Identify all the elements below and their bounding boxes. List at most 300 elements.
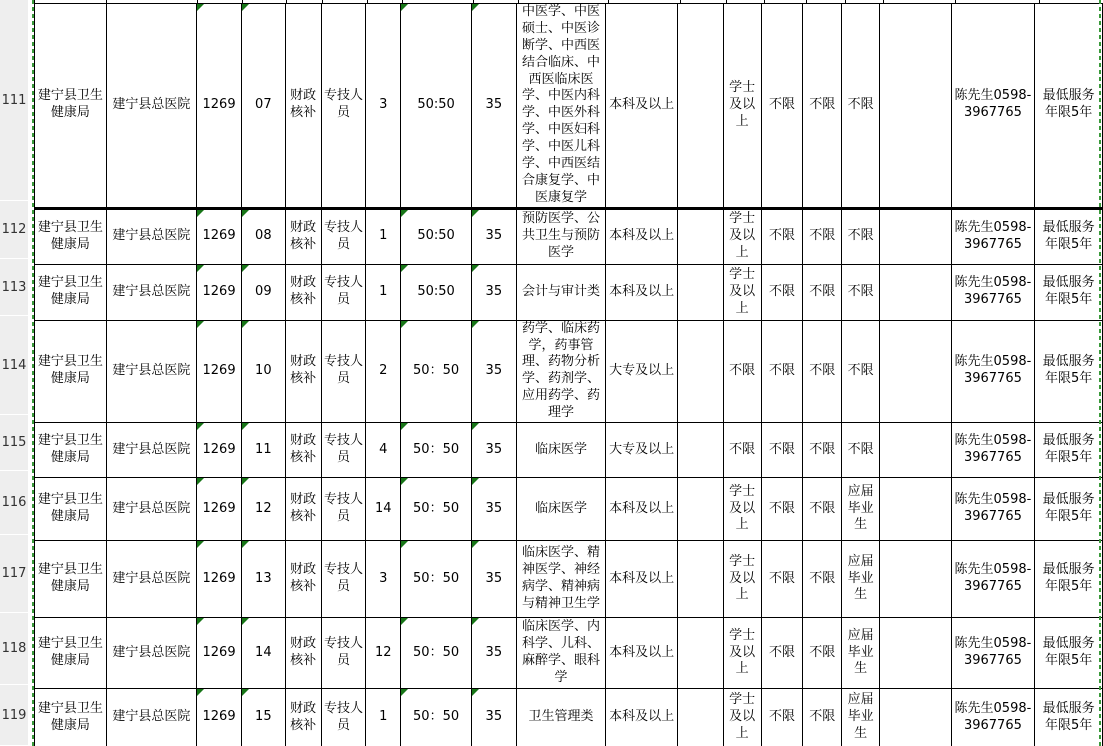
cell-bureau[interactable]: [35, 264, 107, 320]
cell-text: 2: [379, 362, 388, 378]
cell-text: 临床医学: [535, 500, 588, 516]
cell-limit1[interactable]: [761, 4, 803, 209]
cell-limit3[interactable]: [842, 689, 880, 746]
cell-text: 应届毕业生: [847, 483, 874, 533]
row-header-label: 114: [1, 357, 27, 373]
cell-contact[interactable]: [951, 264, 1035, 320]
row-header-116[interactable]: [0, 471, 28, 535]
error-indicator-triangle: [472, 321, 479, 328]
cell-limit2[interactable]: [803, 689, 842, 746]
cell-blank2[interactable]: [880, 689, 952, 746]
cell-text: 11: [255, 441, 272, 457]
cell-limit1[interactable]: [761, 689, 803, 746]
cell-majors[interactable]: [516, 208, 606, 264]
cell-limit2[interactable]: [803, 423, 842, 478]
cell-pos_code[interactable]: [241, 689, 285, 746]
cell-unit_code[interactable]: [197, 208, 242, 264]
cell-text: 财政核补: [290, 700, 317, 733]
error-indicator-triangle: [242, 541, 249, 548]
cell-pos_code[interactable]: [241, 541, 285, 618]
cell-type[interactable]: [321, 4, 366, 209]
row-header-117[interactable]: [0, 535, 28, 613]
cell-text: 不限: [809, 283, 836, 299]
cell-limit1[interactable]: [761, 264, 803, 320]
cell-blank1[interactable]: [677, 618, 723, 689]
cell-unit[interactable]: [106, 208, 197, 264]
cell-blank1[interactable]: [677, 208, 723, 264]
cell-pos_code[interactable]: [241, 208, 285, 264]
cell-text: 1269: [202, 644, 236, 660]
cell-service[interactable]: [1035, 208, 1103, 264]
cell-contact[interactable]: [951, 320, 1035, 422]
cell-text: 1: [379, 709, 388, 725]
cell-text: 35: [485, 570, 503, 586]
cell-education[interactable]: [606, 423, 678, 478]
error-indicator-triangle: [197, 210, 204, 217]
cell-ratio[interactable]: [401, 618, 472, 689]
cell-text: 最低服务年限5年: [1042, 562, 1095, 595]
cell-funding[interactable]: [285, 208, 321, 264]
cell-ratio[interactable]: [401, 689, 472, 746]
cell-limit3[interactable]: [842, 320, 880, 422]
cell-text: 不限: [809, 644, 836, 660]
cell-degree[interactable]: [723, 541, 761, 618]
cell-limit1[interactable]: [761, 208, 803, 264]
cell-text: 应届毕业生: [847, 553, 874, 603]
cell-majors[interactable]: [516, 423, 606, 478]
cell-text: 35: [485, 96, 503, 112]
cell-text: 最低服务年限5年: [1042, 354, 1095, 387]
cell-text: 12: [375, 644, 392, 660]
cell-type[interactable]: [321, 423, 366, 478]
cell-text: 专技人员: [323, 492, 363, 525]
cell-contact[interactable]: [951, 478, 1035, 541]
cell-type[interactable]: [321, 320, 366, 422]
cell-ratio[interactable]: [401, 4, 472, 209]
cell-unit[interactable]: [106, 423, 197, 478]
cell-text: 专技人员: [323, 88, 363, 121]
cell-text: 专技人员: [323, 275, 363, 308]
cell-text: 专技人员: [323, 700, 363, 733]
cell-limit1[interactable]: [761, 541, 803, 618]
cell-text: 1269: [202, 362, 236, 378]
cell-bureau[interactable]: [35, 320, 107, 422]
error-indicator-triangle: [242, 321, 249, 328]
row-header-114[interactable]: [0, 316, 28, 415]
cell-text: 应届毕业生: [847, 627, 874, 677]
error-indicator-triangle: [197, 4, 204, 11]
cell-age[interactable]: [471, 618, 516, 689]
cell-limit2[interactable]: [803, 541, 842, 618]
cell-text: 不限: [809, 570, 836, 586]
cell-contact[interactable]: [951, 4, 1035, 209]
cell-blank2[interactable]: [880, 423, 952, 478]
cell-education[interactable]: [606, 689, 678, 746]
cell-ratio[interactable]: [401, 320, 472, 422]
cell-blank2[interactable]: [880, 4, 952, 209]
cell-majors[interactable]: [516, 478, 606, 541]
cell-unit_code[interactable]: [197, 264, 242, 320]
cell-text: 本科及以上: [609, 283, 675, 299]
cell-pos_code[interactable]: [241, 423, 285, 478]
error-indicator-triangle: [472, 541, 479, 548]
cell-type[interactable]: [321, 541, 366, 618]
cell-type[interactable]: [321, 264, 366, 320]
cell-pos_code[interactable]: [241, 320, 285, 422]
cell-text: 15: [255, 709, 272, 725]
cell-text: 50：50: [413, 570, 460, 586]
cell-text: 建宁县总医院: [112, 96, 191, 112]
cell-text: 不限: [729, 441, 756, 457]
cell-text: 1269: [202, 570, 236, 586]
cell-text: 1269: [202, 500, 236, 516]
cell-limit2[interactable]: [803, 208, 842, 264]
cell-blank2[interactable]: [880, 618, 952, 689]
cell-service[interactable]: [1035, 423, 1103, 478]
row-header-118[interactable]: [0, 613, 28, 685]
error-indicator-triangle: [401, 478, 408, 485]
cell-unit[interactable]: [106, 4, 197, 209]
cell-text: 学士及以上: [729, 553, 756, 603]
row-header-label: 118: [1, 641, 27, 656]
cell-text: 陈先生0598-3967765: [954, 354, 1032, 387]
cell-limit3[interactable]: [842, 541, 880, 618]
cell-text: 3: [379, 570, 388, 586]
cell-text: 不限: [768, 96, 795, 112]
cell-age[interactable]: [471, 423, 516, 478]
cell-text: 学士及以上: [729, 692, 756, 741]
cell-unit_code[interactable]: [197, 689, 242, 746]
cell-funding[interactable]: [285, 423, 321, 478]
cell-funding[interactable]: [285, 541, 321, 618]
cell-text: 不限: [768, 362, 795, 378]
cell-text: 10: [255, 362, 272, 378]
cell-funding[interactable]: [285, 264, 321, 320]
cell-limit1[interactable]: [761, 478, 803, 541]
cell-education[interactable]: [606, 320, 678, 422]
cell-bureau[interactable]: [35, 689, 107, 746]
cell-age[interactable]: [471, 320, 516, 422]
cell-ratio[interactable]: [401, 264, 472, 320]
cell-text: 本科及以上: [609, 96, 675, 112]
cell-text: 建宁县卫生健康局: [37, 492, 103, 525]
cell-text: 最低服务年限5年: [1042, 88, 1095, 121]
cell-text: 财政核补: [290, 88, 317, 121]
cell-blank2[interactable]: [880, 208, 952, 264]
cell-service[interactable]: [1035, 4, 1103, 209]
cell-text: 专技人员: [323, 636, 363, 669]
cell-text: 应届毕业生: [847, 692, 874, 741]
cell-limit2[interactable]: [803, 264, 842, 320]
cell-bureau[interactable]: [35, 423, 107, 478]
cell-text: 学士及以上: [729, 266, 756, 316]
row-header-115[interactable]: [0, 415, 28, 471]
row-header-label: 111: [1, 92, 27, 108]
row-header-113[interactable]: [0, 259, 28, 316]
cell-education[interactable]: [606, 208, 678, 264]
cell-text: 专技人员: [323, 433, 363, 466]
cell-count[interactable]: [366, 320, 401, 422]
cell-text: 1269: [202, 283, 236, 299]
error-indicator-triangle: [401, 210, 408, 217]
cell-pos_code[interactable]: [241, 618, 285, 689]
cell-text: 建宁县卫生健康局: [37, 433, 103, 466]
cell-service[interactable]: [1035, 320, 1103, 422]
cell-text: 专技人员: [323, 354, 363, 387]
cell-pos_code[interactable]: [241, 4, 285, 209]
cell-text: 临床医学、精神医学、神经病学、精神病与精神卫生学: [522, 545, 601, 611]
cell-bureau[interactable]: [35, 478, 107, 541]
cell-text: 本科及以上: [609, 709, 675, 725]
cell-education[interactable]: [606, 618, 678, 689]
cell-contact[interactable]: [951, 423, 1035, 478]
cell-type[interactable]: [321, 478, 366, 541]
row-header-112[interactable]: [0, 201, 28, 259]
cell-text: 35: [485, 709, 503, 725]
cell-degree[interactable]: [723, 423, 761, 478]
cell-education[interactable]: [606, 478, 678, 541]
cell-text: 35: [485, 644, 503, 660]
error-indicator-triangle: [472, 423, 479, 430]
cell-text: 陈先生0598-3967765: [954, 492, 1032, 525]
cell-text: 50：50: [413, 362, 460, 378]
cell-text: 最低服务年限5年: [1042, 700, 1095, 733]
table-row: [35, 320, 1103, 422]
cell-text: 建宁县卫生健康局: [37, 636, 103, 669]
cell-contact[interactable]: [951, 618, 1035, 689]
cell-text: 不限: [768, 500, 795, 516]
cell-contact[interactable]: [951, 541, 1035, 618]
cell-age[interactable]: [471, 541, 516, 618]
cell-count[interactable]: [366, 208, 401, 264]
cell-count[interactable]: [366, 4, 401, 209]
cell-text: 12: [255, 500, 272, 516]
cell-bureau[interactable]: [35, 618, 107, 689]
cell-text: 药学、临床药学，药事管理、药物分析学、药剂学、应用药学、药理学: [522, 320, 601, 421]
cell-count[interactable]: [366, 264, 401, 320]
cell-type[interactable]: [321, 689, 366, 746]
cell-limit3[interactable]: [842, 4, 880, 209]
cell-text: 1269: [202, 228, 236, 244]
cell-text: 会计与审计类: [522, 283, 601, 299]
cell-blank2[interactable]: [880, 541, 952, 618]
cell-text: 50:50: [417, 96, 455, 112]
cell-service[interactable]: [1035, 618, 1103, 689]
cell-unit_code[interactable]: [197, 423, 242, 478]
table-row: [35, 208, 1103, 264]
cell-text: 陈先生0598-3967765: [954, 433, 1032, 466]
cell-degree[interactable]: [723, 689, 761, 746]
cell-limit3[interactable]: [842, 264, 880, 320]
cell-funding[interactable]: [285, 478, 321, 541]
row-header-111[interactable]: [0, 0, 28, 201]
error-indicator-triangle: [401, 423, 408, 430]
cell-text: 大专及以上: [609, 362, 675, 378]
cell-text: 35: [485, 500, 503, 516]
cell-text: 建宁县总医院: [112, 441, 191, 457]
cell-degree[interactable]: [723, 320, 761, 422]
cell-text: 学士及以上: [729, 80, 756, 129]
cell-age[interactable]: [471, 208, 516, 264]
error-indicator-triangle: [197, 478, 204, 485]
cell-count[interactable]: [366, 541, 401, 618]
error-indicator-triangle: [242, 265, 249, 272]
cell-bureau[interactable]: [35, 541, 107, 618]
cell-text: 不限: [847, 441, 874, 457]
cell-text: 3: [379, 96, 388, 112]
cell-majors[interactable]: [516, 320, 606, 422]
error-indicator-triangle: [197, 618, 204, 625]
cell-text: 不限: [809, 500, 836, 516]
cell-service[interactable]: [1035, 689, 1103, 746]
cell-unit[interactable]: [106, 478, 197, 541]
cell-age[interactable]: [471, 4, 516, 209]
cell-majors[interactable]: [516, 4, 606, 209]
cell-count[interactable]: [366, 423, 401, 478]
cell-blank2[interactable]: [880, 264, 952, 320]
cell-unit[interactable]: [106, 689, 197, 746]
cell-text: 14: [375, 500, 392, 516]
cell-degree[interactable]: [723, 478, 761, 541]
cell-blank1[interactable]: [677, 264, 723, 320]
cell-text: 不限: [768, 441, 795, 457]
cell-limit1[interactable]: [761, 618, 803, 689]
cell-unit[interactable]: [106, 320, 197, 422]
cell-age[interactable]: [471, 478, 516, 541]
cell-education[interactable]: [606, 4, 678, 209]
cell-majors[interactable]: [516, 541, 606, 618]
cell-unit[interactable]: [106, 618, 197, 689]
cell-age[interactable]: [471, 264, 516, 320]
cell-limit1[interactable]: [761, 423, 803, 478]
cell-limit3[interactable]: [842, 423, 880, 478]
row-header-119[interactable]: [0, 685, 28, 746]
cell-blank1[interactable]: [677, 478, 723, 541]
cell-majors[interactable]: [516, 264, 606, 320]
cell-count[interactable]: [366, 689, 401, 746]
table-row: [35, 689, 1103, 746]
cell-text: 不限: [809, 96, 836, 112]
cell-unit_code[interactable]: [197, 478, 242, 541]
cell-blank2[interactable]: [880, 320, 952, 422]
cell-text: 临床医学: [535, 441, 588, 457]
cell-text: 学士及以上: [729, 627, 756, 677]
cell-funding[interactable]: [285, 4, 321, 209]
cell-blank1[interactable]: [677, 689, 723, 746]
cell-unit_code[interactable]: [197, 618, 242, 689]
cell-funding[interactable]: [285, 689, 321, 746]
cell-text: 学士及以上: [729, 211, 756, 261]
error-indicator-triangle: [197, 321, 204, 328]
table-row: [35, 541, 1103, 618]
cell-pos_code[interactable]: [241, 264, 285, 320]
cell-unit_code[interactable]: [197, 320, 242, 422]
cell-text: 建宁县总医院: [112, 500, 191, 516]
cell-degree[interactable]: [723, 4, 761, 209]
cell-count[interactable]: [366, 618, 401, 689]
cell-funding[interactable]: [285, 618, 321, 689]
cell-text: 50:50: [417, 228, 455, 244]
error-indicator-triangle: [472, 265, 479, 272]
cell-limit2[interactable]: [803, 478, 842, 541]
page-break-line-right: [1099, 0, 1101, 746]
cell-type[interactable]: [321, 208, 366, 264]
cell-service[interactable]: [1035, 541, 1103, 618]
cell-ratio[interactable]: [401, 208, 472, 264]
cell-text: 最低服务年限5年: [1042, 492, 1095, 525]
cell-text: 财政核补: [290, 275, 317, 308]
cell-majors[interactable]: [516, 689, 606, 746]
cell-text: 建宁县卫生健康局: [37, 562, 103, 595]
cell-text: 财政核补: [290, 562, 317, 595]
cell-bureau[interactable]: [35, 208, 107, 264]
cell-limit3[interactable]: [842, 478, 880, 541]
cell-degree[interactable]: [723, 208, 761, 264]
cell-limit3[interactable]: [842, 208, 880, 264]
cell-text: 建宁县总医院: [112, 570, 191, 586]
cell-blank1[interactable]: [677, 423, 723, 478]
error-indicator-triangle: [242, 689, 249, 696]
cell-count[interactable]: [366, 478, 401, 541]
cell-limit2[interactable]: [803, 618, 842, 689]
cell-type[interactable]: [321, 618, 366, 689]
cell-service[interactable]: [1035, 478, 1103, 541]
cell-blank1[interactable]: [677, 4, 723, 209]
cell-text: 建宁县总医院: [112, 644, 191, 660]
cell-unit_code[interactable]: [197, 4, 242, 209]
cell-ratio[interactable]: [401, 423, 472, 478]
cell-limit2[interactable]: [803, 4, 842, 209]
cell-text: 专技人员: [323, 562, 363, 595]
cell-degree[interactable]: [723, 618, 761, 689]
cell-text: 陈先生0598-3967765: [954, 700, 1032, 733]
error-indicator-triangle: [472, 4, 479, 11]
cell-contact[interactable]: [951, 689, 1035, 746]
cell-text: 卫生管理类: [528, 709, 594, 725]
cell-contact[interactable]: [951, 208, 1035, 264]
cell-unit[interactable]: [106, 541, 197, 618]
cell-unit_code[interactable]: [197, 541, 242, 618]
cell-majors[interactable]: [516, 618, 606, 689]
cell-blank1[interactable]: [677, 541, 723, 618]
cell-bureau[interactable]: [35, 4, 107, 209]
cell-text: 1269: [202, 709, 236, 725]
cell-limit3[interactable]: [842, 618, 880, 689]
cell-text: 专技人员: [323, 219, 363, 252]
cell-pos_code[interactable]: [241, 478, 285, 541]
cell-text: 不限: [847, 362, 874, 378]
cell-text: 1: [379, 228, 388, 244]
cell-text: 不限: [809, 709, 836, 725]
cell-education[interactable]: [606, 264, 678, 320]
cell-limit2[interactable]: [803, 320, 842, 422]
cell-ratio[interactable]: [401, 541, 472, 618]
cell-education[interactable]: [606, 541, 678, 618]
cell-limit1[interactable]: [761, 320, 803, 422]
cell-degree[interactable]: [723, 264, 761, 320]
cell-blank2[interactable]: [880, 478, 952, 541]
cell-unit[interactable]: [106, 264, 197, 320]
cell-age[interactable]: [471, 689, 516, 746]
cell-funding[interactable]: [285, 320, 321, 422]
cell-service[interactable]: [1035, 264, 1103, 320]
cell-text: 建宁县总医院: [112, 362, 191, 378]
cell-ratio[interactable]: [401, 478, 472, 541]
cell-blank1[interactable]: [677, 320, 723, 422]
cell-text: 08: [255, 228, 272, 244]
error-indicator-triangle: [472, 689, 479, 696]
error-indicator-triangle: [242, 210, 249, 217]
